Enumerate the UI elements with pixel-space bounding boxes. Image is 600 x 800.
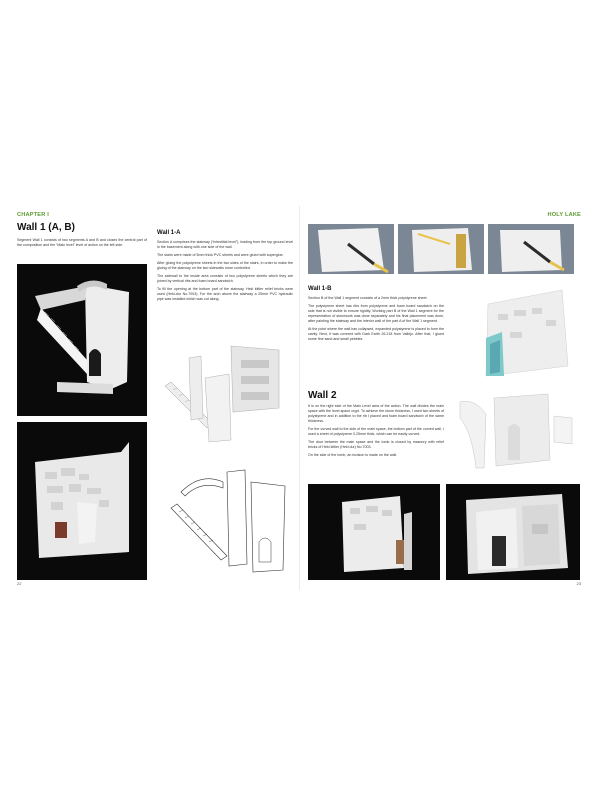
wall-1b-model — [450, 284, 580, 380]
paragraph: It is on the right side of the Main Level area of the action. The wall divides the main space with the level-space crypt. To achieve the stone thickness, I used two sheets of polystyrene and in addition to the rib I placed and foam board sandwich of the same thickness. — [308, 404, 444, 423]
wall-2-assembly-image — [446, 484, 580, 580]
left-page — [11, 206, 300, 590]
wall-1b-image — [450, 284, 580, 380]
photo-wall-2-assembly — [446, 484, 580, 580]
line-drawing-image — [161, 452, 293, 580]
paragraph: The door between the main space and the tomb is closed by masonry with relief bricks of Heki kittler (Heki dur) No.7003. — [308, 440, 444, 449]
running-head-right: HOLY LAKE — [547, 212, 581, 218]
wall-2-front-image — [308, 484, 440, 580]
paragraph: The stairs were made of 5mm thick PVC sheets and were glued with superglue. — [157, 253, 284, 257]
photo-process-1 — [308, 224, 394, 274]
wall-2-render-image — [450, 388, 580, 472]
paragraph: On the side of the tomb, an incision is made on the wall. — [308, 453, 398, 457]
subhead-wall-1a: Wall 1-A — [157, 230, 181, 236]
intro-text: Segment Wall 1 consists of two segments A and B and closes the central part of the composition and the “Main level” level of action on the left side. — [17, 238, 147, 247]
wall-1b-text — [308, 296, 444, 345]
photo-process-3 — [488, 224, 574, 274]
process-image-1 — [308, 224, 394, 274]
subhead-wall-1b: Wall 1-B — [308, 286, 332, 292]
page-number-left: 22 — [17, 581, 22, 586]
photo-stairway-model — [17, 264, 147, 416]
photo-wall-2-front — [308, 484, 440, 580]
wall-texture-image — [17, 422, 147, 580]
process-image-3 — [488, 224, 574, 274]
section-title: Wall 1 (A, B) — [17, 222, 75, 233]
running-head-left: CHAPTER I — [17, 212, 49, 218]
paragraph: Section A comprises the stairway (“Intestitial level”), leading from the top ground level in the basement along with one side of the wall. — [157, 240, 293, 249]
wall-2-title: Wall 2 — [308, 390, 337, 401]
right-page — [300, 206, 589, 590]
paragraph: The sidewall to the inside area consists of two polystyrene sheets which they are joined by vertical ribs and foam board sandwich. — [157, 274, 293, 283]
book-spread — [11, 206, 589, 590]
paragraph: After gluing the polystyrene sheets in the two sides of the stairs, in order to make the gluing of the stairway on the two sidewalls more controlled. — [157, 261, 293, 270]
wall-1a-text — [157, 240, 293, 305]
photo-wall-texture — [17, 422, 147, 580]
page-number-right: 23 — [576, 581, 581, 586]
exploded-line-drawing — [161, 452, 293, 580]
paragraph: To fill the opening at the bottom part of the stairway, Heki kittler relief bricks were used (Heki-dur No.7003). For the arch above the stairway a 25mm PVC hydraulic pipe was installed which was cut along. — [157, 287, 293, 301]
stairs-render-image — [161, 338, 293, 446]
photo-process-2 — [398, 224, 484, 274]
exploded-render-stairs — [161, 338, 293, 446]
paragraph: Section B of the Wall 1 segment consists of a 2mm thick polystyrene sheet. — [308, 296, 428, 300]
paragraph: At the point where the wall has collapsed, expanded polystyrene is placed to form the cavity. Next, it was covered with Dark Earth 26.218 from Vallejo. After that, I glued some fine sand and small pebbles. — [308, 327, 444, 341]
wall-2-text — [308, 404, 444, 461]
process-image-2 — [398, 224, 484, 274]
stairway-model-image — [17, 264, 147, 416]
wall-2-render — [450, 388, 580, 472]
paragraph: For the curved wall to the side of the main space, the bottom part of the curved wall, I used a sheet of polystyrene 0.25mm thick, which can be easily curved. — [308, 427, 444, 436]
paragraph: The polystyrene sheet has ribs from polystyrene and foam board sandwich on the side that is not visible to ensure rigidity. Working part B of the Wall 1 segment for the representation of stonework was done separately and his final placement was done, after painting the stairway and the interior wall of the part A of the Wall 1 segment. — [308, 304, 444, 323]
